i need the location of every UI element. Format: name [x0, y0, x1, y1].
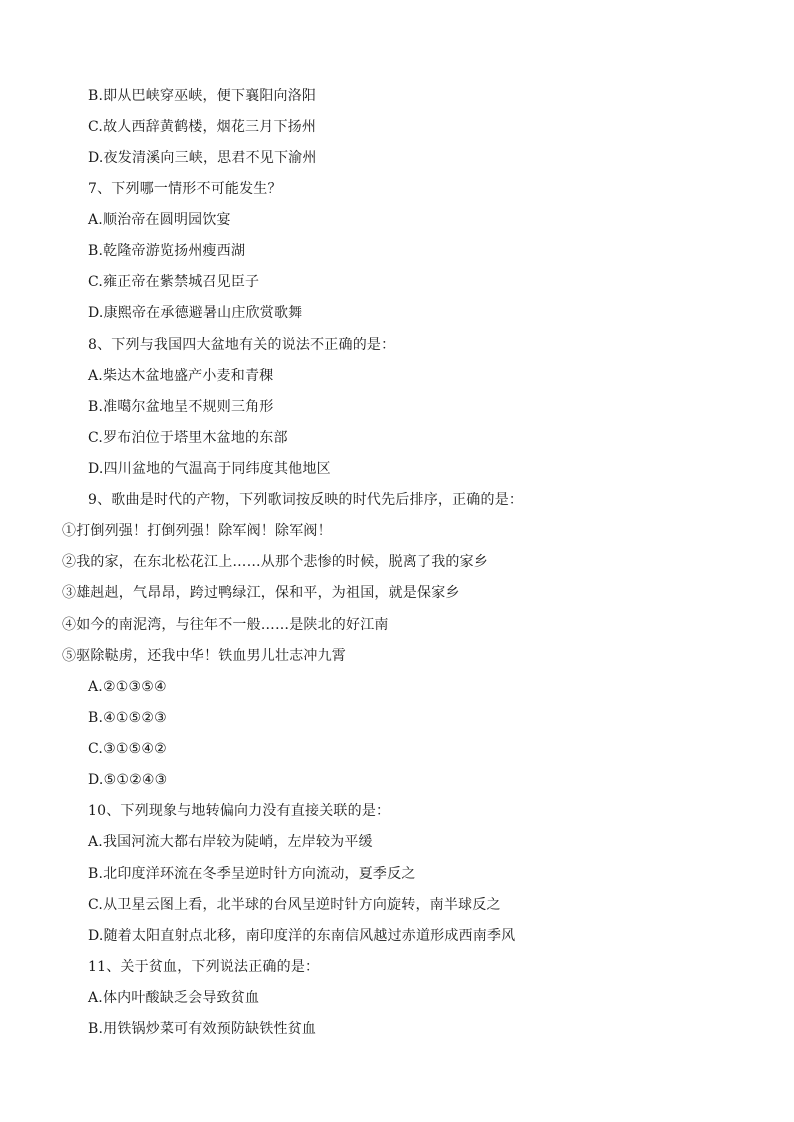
q7-option-b: B.乾隆帝游览扬州瘦西湖 — [88, 243, 246, 259]
q11-option-a: A.体内叶酸缺乏会导致贫血 — [88, 990, 260, 1006]
q11-option-b: B.用铁锅炒菜可有效预防缺铁性贫血 — [88, 1021, 317, 1037]
q7-option-c: C.雍正帝在紫禁城召见臣子 — [88, 274, 260, 290]
q9-option-d: D.⑤①②④③ — [88, 772, 168, 788]
q10-option-c: C.从卫星云图上看，北半球的台风呈逆时针方向旋转，南半球反之 — [88, 897, 501, 913]
q9-lyric-5: ⑤驱除鞑虏，还我中华！铁血男儿壮志冲九霄 — [62, 648, 346, 664]
q6-option-c: C.故人西辞黄鹤楼，烟花三月下扬州 — [88, 119, 317, 135]
q8-option-d: D.四川盆地的气温高于同纬度其他地区 — [88, 461, 331, 477]
q8-option-b: B.准噶尔盆地呈不规则三角形 — [88, 399, 274, 415]
q10-option-b: B.北印度洋环流在冬季呈逆时针方向流动，夏季反之 — [88, 866, 416, 882]
q11-stem: 11、关于贫血，下列说法正确的是： — [88, 959, 320, 975]
q8-option-a: A.柴达木盆地盛产小麦和青稞 — [88, 368, 274, 384]
q7-option-d: D.康熙帝在承德避暑山庄欣赏歌舞 — [88, 305, 303, 321]
q9-lyric-4: ④如今的南泥湾，与往年不一般……是陕北的好江南 — [62, 617, 389, 633]
q9-lyric-3: ③雄赳赳，气昂昂，跨过鸭绿江，保和平，为祖国，就是保家乡 — [62, 585, 460, 601]
q8-stem: 8、下列与我国四大盆地有关的说法不正确的是： — [88, 337, 396, 353]
q9-option-b: B.④①⑤②③ — [88, 710, 167, 726]
q10-option-d: D.随着太阳直射点北移，南印度洋的东南信风越过赤道形成西南季风 — [88, 928, 516, 944]
q9-stem: 9、歌曲是时代的产物，下列歌词按反映的时代先后排序，正确的是： — [88, 492, 524, 508]
q9-option-a: A.②①③⑤④ — [88, 679, 167, 695]
q9-lyric-2: ②我的家，在东北松花江上……从那个悲惨的时候，脱离了我的家乡 — [62, 554, 488, 570]
q10-option-a: A.我国河流大都右岸较为陡峭，左岸较为平缓 — [88, 834, 373, 850]
q7-option-a: A.顺治帝在圆明园饮宴 — [88, 212, 231, 228]
q8-option-c: C.罗布泊位于塔里木盆地的东部 — [88, 430, 288, 446]
q9-lyric-1: ①打倒列强！打倒列强！除军阀！除军阀！ — [62, 523, 332, 539]
q9-option-c: C.③①⑤④② — [88, 741, 167, 757]
q10-stem: 10、下列现象与地转偏向力没有直接关联的是： — [88, 803, 391, 819]
q6-option-d: D.夜发清溪向三峡，思君不见下渝州 — [88, 150, 317, 166]
q6-option-b: B.即从巴峡穿巫峡，便下襄阳向洛阳 — [88, 88, 317, 104]
q7-stem: 7、下列哪一情形不可能发生？ — [88, 181, 282, 197]
